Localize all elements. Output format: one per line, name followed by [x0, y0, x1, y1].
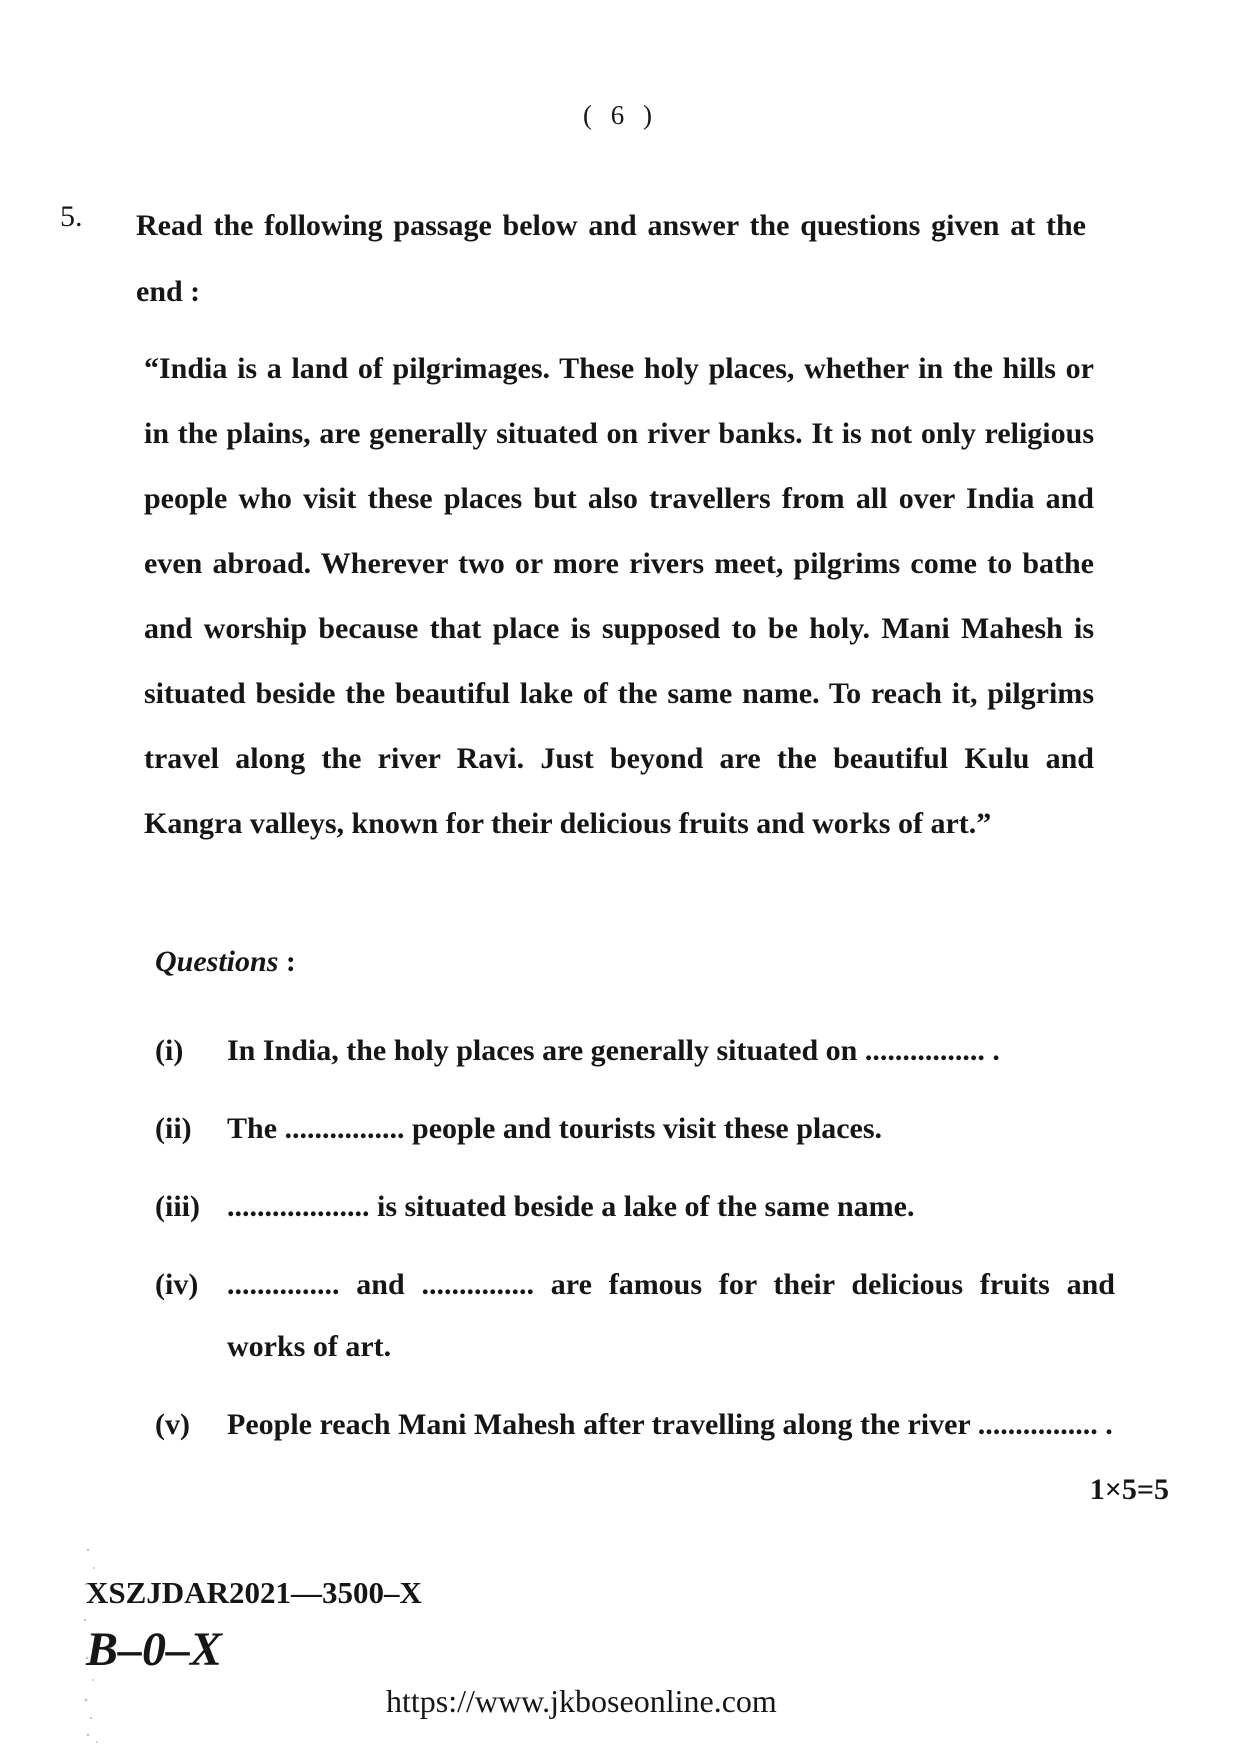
question-list: [155, 1020, 1115, 1472]
question-item: [155, 1254, 1115, 1378]
set-code: B–0–X: [86, 1623, 223, 1676]
questions-heading-label: Questions: [155, 945, 279, 978]
question-item: [155, 1394, 1115, 1456]
question-text: ................... is situated beside a lake of the same name.: [227, 1190, 915, 1223]
page-number: ( 6 ): [583, 100, 658, 130]
marks-allocation: 1×5=5: [1089, 1473, 1169, 1506]
question-item: [155, 1176, 1115, 1238]
question-instruction: Read the following passage below and answer the questions given at the end :: [136, 209, 1086, 308]
question-label: (i): [155, 1034, 184, 1067]
question-label: (iv): [155, 1268, 199, 1301]
question-text: ............... and ............... are famous for their delicious fruits and works of art.: [227, 1268, 1115, 1363]
paper-code: XSZJDAR2021—3500–X: [86, 1575, 422, 1610]
questions-heading: [155, 945, 296, 979]
question-label: (ii): [155, 1112, 192, 1145]
question-text: People reach Mani Mahesh after travelling along the river ................ .: [227, 1408, 1113, 1441]
question-label: (v): [155, 1408, 190, 1441]
question-text: The ................ people and tourists visit these places.: [227, 1112, 883, 1145]
question-text: In India, the holy places are generally situated on ................ .: [227, 1034, 1000, 1067]
source-url-watermark: https://www.jkboseonline.com: [386, 1683, 777, 1719]
question-label: (iii): [155, 1190, 200, 1223]
question-item: [155, 1098, 1115, 1160]
reading-passage: “India is a land of pilgrimages. These holy places, whether in the hills or in the plains, are generally situated on river banks. It is not only religious people who visit these places but also travellers from all over India and even abroad. Wherever two or more rivers meet, pilgrims come to bathe and worship because that place is supposed to be holy. Mani Mahesh is situated beside the beautiful lake of the same name. To reach it, pilgrims travel along the river Ravi. Just beyond are the beautiful Kulu and Kangra valleys, known for their delicious fruits and works of art.”: [144, 352, 1094, 840]
question-number: 5.: [60, 200, 83, 233]
questions-heading-colon: :: [285, 945, 296, 978]
question-item: [155, 1020, 1115, 1082]
